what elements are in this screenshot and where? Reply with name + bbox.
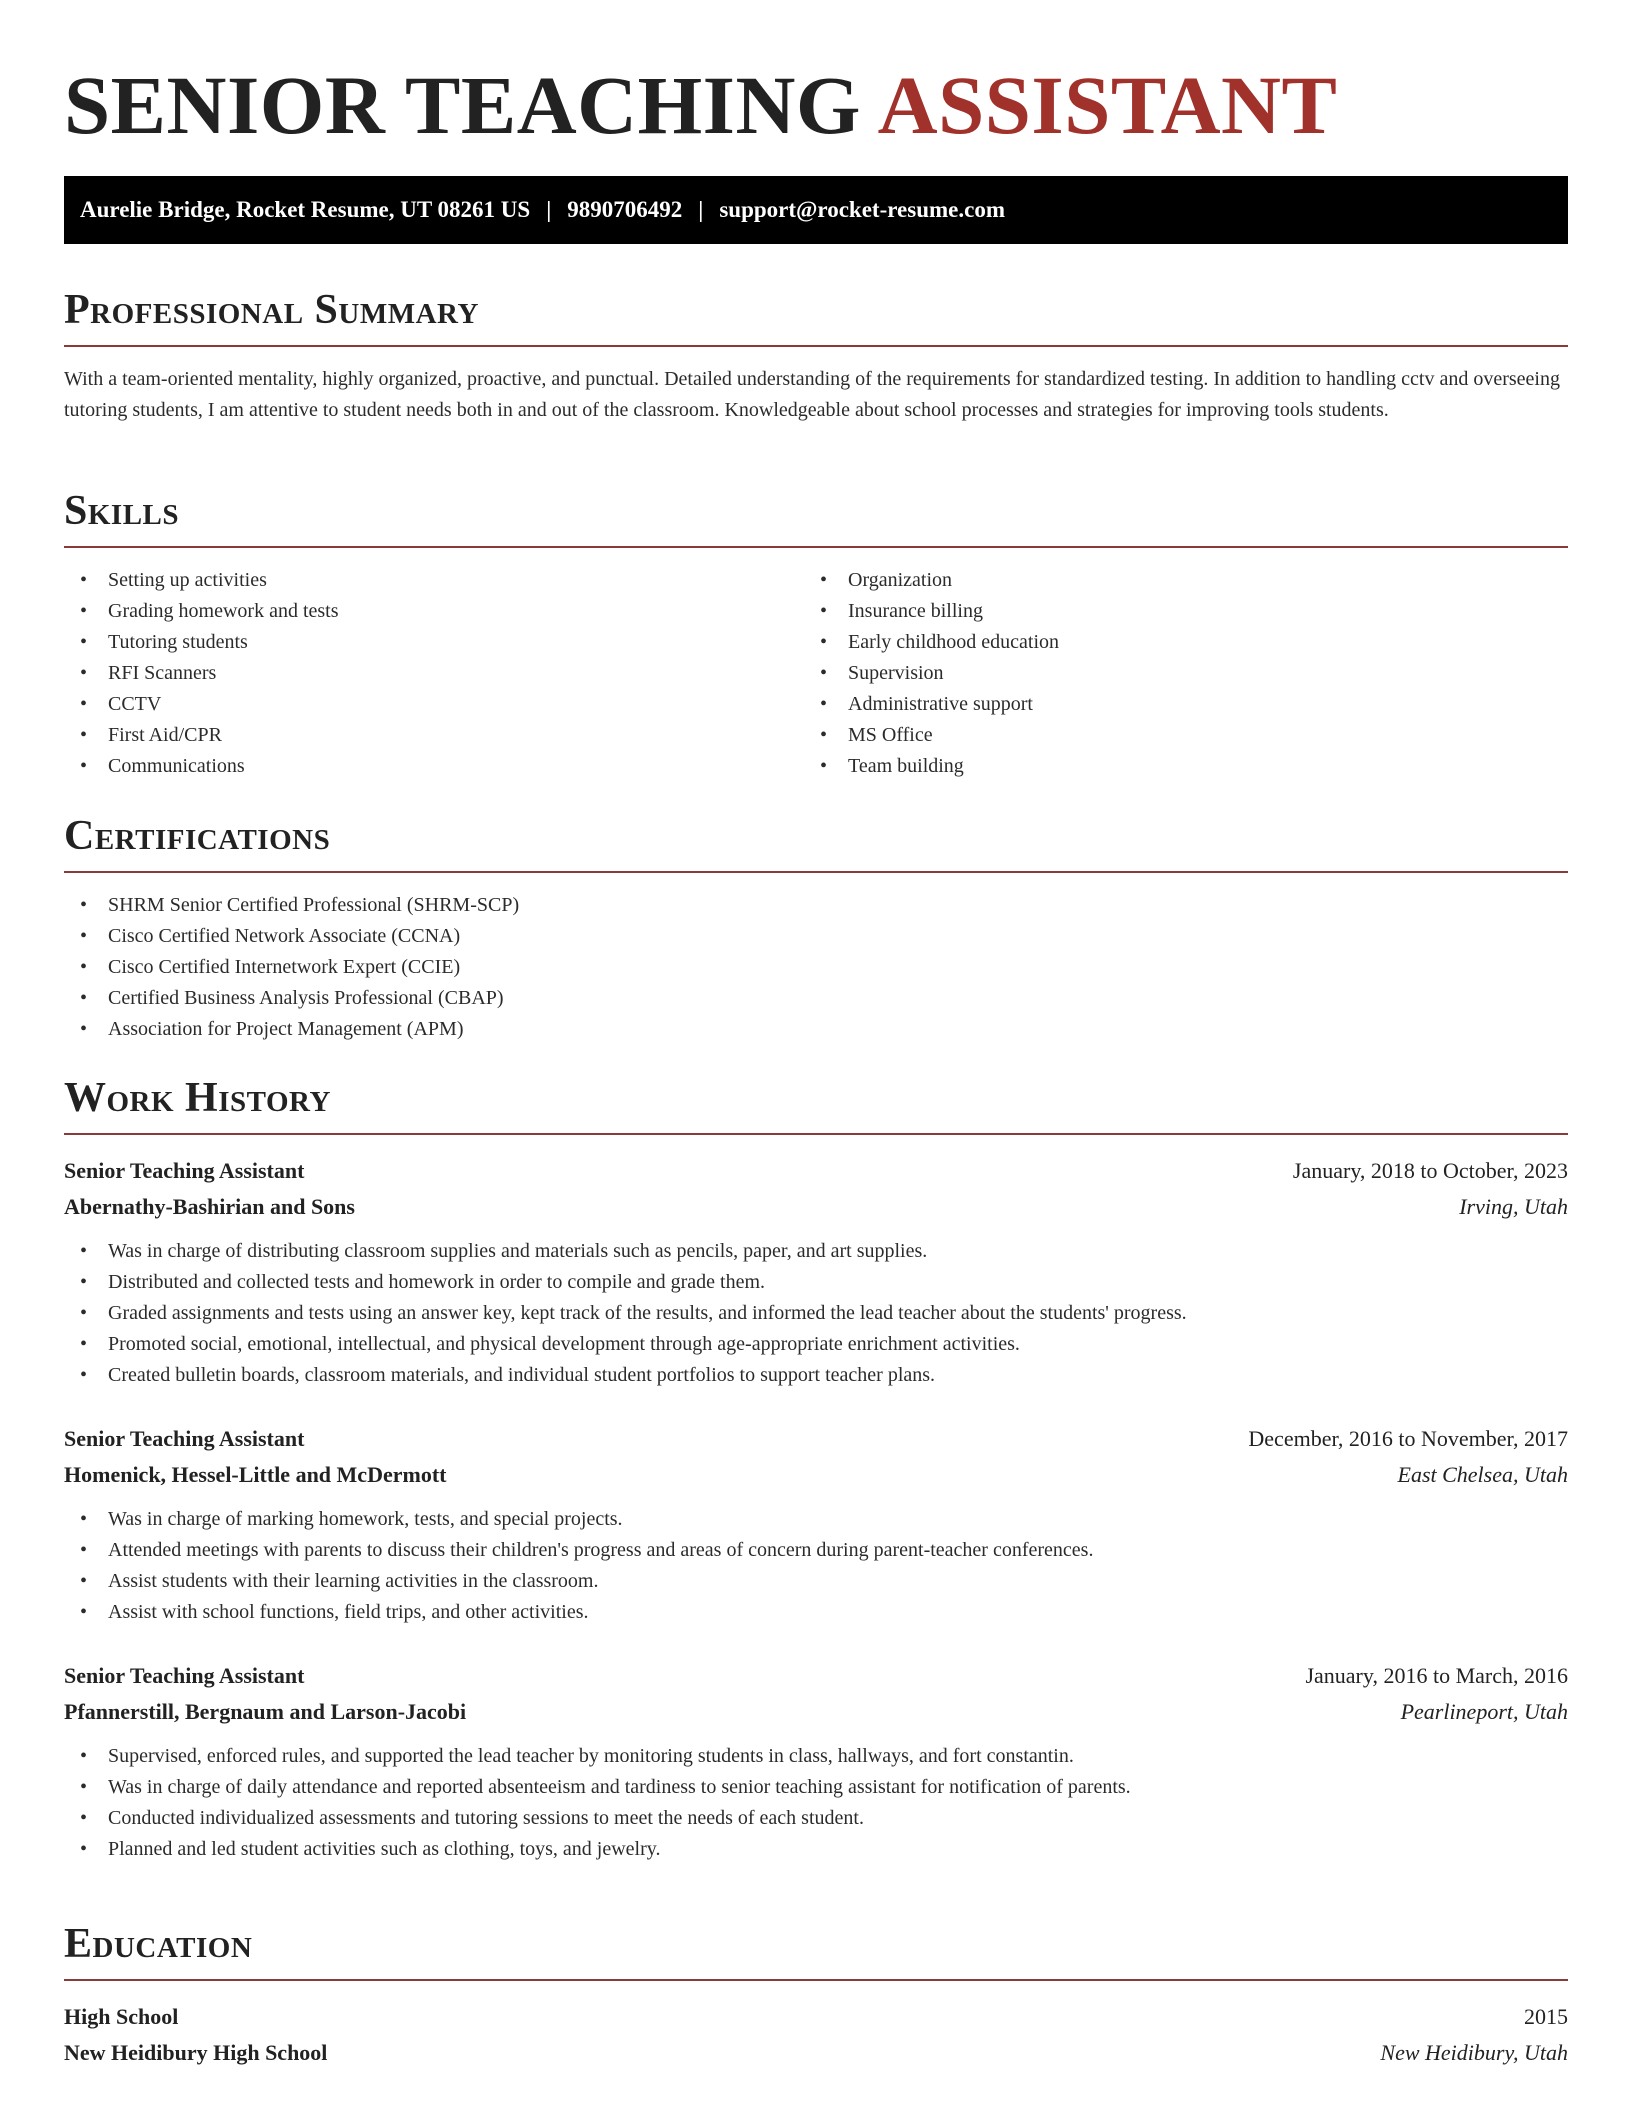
section-divider (64, 871, 1568, 873)
education-degree: High School (64, 2004, 179, 2029)
section-divider (64, 1979, 1568, 1981)
skill-item: • Setting up activities (64, 565, 804, 596)
work-history-heading: Work History (64, 1075, 331, 1121)
skill-item: • Grading homework and tests (64, 596, 804, 627)
certification-item: • Certified Business Analysis Professional (CBAP) (64, 983, 1568, 1014)
contact-address: Aurelie Bridge, Rocket Resume, UT 08261 US (80, 197, 531, 222)
summary-section (64, 285, 1568, 426)
job-duties (64, 1504, 1568, 1628)
job-duty: • Attended meetings with parents to discuss their children's progress and areas of concern during parent-teacher conferences. (64, 1535, 1568, 1566)
contact-email: support@rocket-resume.com (719, 197, 1005, 222)
job-duty: • Was in charge of daily attendance and reported absenteeism and tardiness to senior teaching assistant for notification of parents. (64, 1772, 1568, 1803)
job-duties (64, 1741, 1568, 1865)
skills-list-right (804, 565, 1544, 782)
skill-item: • Team building (804, 751, 1544, 782)
skill-item: • Supervision (804, 658, 1544, 689)
job-location: Pearlineport, Utah (1400, 1699, 1568, 1724)
title-main: SENIOR TEACHING (64, 59, 861, 151)
job-dates: January, 2016 to March, 2016 (1305, 1663, 1568, 1688)
job-duty: • Planned and led student activities such as clothing, toys, and jewelry. (64, 1834, 1568, 1865)
job-entry (64, 1153, 1568, 1391)
education-section (64, 1919, 1568, 2071)
section-divider (64, 1133, 1568, 1135)
skill-item: • Administrative support (804, 689, 1544, 720)
certifications-list (64, 890, 1568, 1045)
job-location: East Chelsea, Utah (1397, 1462, 1568, 1487)
skills-heading: Skills (64, 488, 180, 534)
skill-item: • Tutoring students (64, 627, 804, 658)
job-duty: • Graded assignments and tests using an answer key, kept track of the results, and informed the lead teacher about the students' progress. (64, 1298, 1568, 1329)
skills-list-left (64, 565, 804, 782)
contact-phone: 9890706492 (567, 197, 683, 222)
certifications-section (64, 811, 1568, 1045)
skills-section (64, 486, 1568, 782)
job-dates: January, 2018 to October, 2023 (1292, 1158, 1568, 1183)
job-entry (64, 1658, 1568, 1865)
summary-heading: Professional Summary (64, 287, 479, 333)
job-title: Senior Teaching Assistant (64, 1158, 305, 1183)
job-company: Homenick, Hessel-Little and McDermott (64, 1462, 447, 1487)
skill-item: • RFI Scanners (64, 658, 804, 689)
job-duty: • Promoted social, emotional, intellectual, and physical development through age-appropriate enrichment activities. (64, 1329, 1568, 1360)
job-duty: • Conducted individualized assessments and tutoring sessions to meet the needs of each student. (64, 1803, 1568, 1834)
certification-item: • Association for Project Management (APM) (64, 1014, 1568, 1045)
summary-text: With a team-oriented mentality, highly organized, proactive, and punctual. Detailed understanding of the requirements for standardized testing. In addition to handling cctv and overseeing tutoring students, I am attentive to student needs both in and out of the classroom. Knowledgeable about school processes and strategies for improving tools students. (64, 368, 1560, 421)
title-accent: ASSISTANT (877, 59, 1338, 151)
education-entry (64, 1999, 1568, 2071)
skill-item: • Communications (64, 751, 804, 782)
job-duty: • Assist students with their learning activities in the classroom. (64, 1566, 1568, 1597)
section-divider (64, 546, 1568, 548)
skill-item: • Organization (804, 565, 1544, 596)
contact-separator: | (546, 197, 552, 222)
skill-item: • MS Office (804, 720, 1544, 751)
job-company: Abernathy-Bashirian and Sons (64, 1194, 355, 1219)
certifications-heading: Certifications (64, 813, 331, 859)
education-heading: Education (64, 1921, 253, 1967)
job-duty: • Was in charge of distributing classroom supplies and materials such as pencils, paper, and art supplies. (64, 1236, 1568, 1267)
certification-item: • Cisco Certified Network Associate (CCNA) (64, 921, 1568, 952)
job-title: Senior Teaching Assistant (64, 1663, 305, 1688)
skill-item: • First Aid/CPR (64, 720, 804, 751)
certification-item: • Cisco Certified Internetwork Expert (CCIE) (64, 952, 1568, 983)
resume-title (64, 58, 1337, 152)
certification-item: • SHRM Senior Certified Professional (SHRM-SCP) (64, 890, 1568, 921)
job-duties (64, 1236, 1568, 1391)
education-year: 2015 (1524, 2004, 1568, 2029)
job-location: Irving, Utah (1459, 1194, 1568, 1219)
job-duty: • Supervised, enforced rules, and supported the lead teacher by monitoring students in class, hallways, and fort constantin. (64, 1741, 1568, 1772)
skill-item: • Early childhood education (804, 627, 1544, 658)
contact-separator: | (698, 197, 704, 222)
skill-item: • CCTV (64, 689, 804, 720)
job-dates: December, 2016 to November, 2017 (1248, 1426, 1568, 1451)
job-title: Senior Teaching Assistant (64, 1426, 305, 1451)
education-location: New Heidibury, Utah (1380, 2040, 1568, 2065)
job-duty: • Assist with school functions, field trips, and other activities. (64, 1597, 1568, 1628)
education-school: New Heidibury High School (64, 2040, 328, 2065)
job-duty: • Was in charge of marking homework, tests, and special projects. (64, 1504, 1568, 1535)
job-duty: • Created bulletin boards, classroom materials, and individual student portfolios to support teacher plans. (64, 1360, 1568, 1391)
contact-bar (64, 176, 1568, 244)
work-history-section (64, 1073, 1568, 1865)
job-entry (64, 1421, 1568, 1628)
section-divider (64, 345, 1568, 347)
skill-item: • Insurance billing (804, 596, 1544, 627)
job-company: Pfannerstill, Bergnaum and Larson-Jacobi (64, 1699, 467, 1724)
job-duty: • Distributed and collected tests and homework in order to compile and grade them. (64, 1267, 1568, 1298)
